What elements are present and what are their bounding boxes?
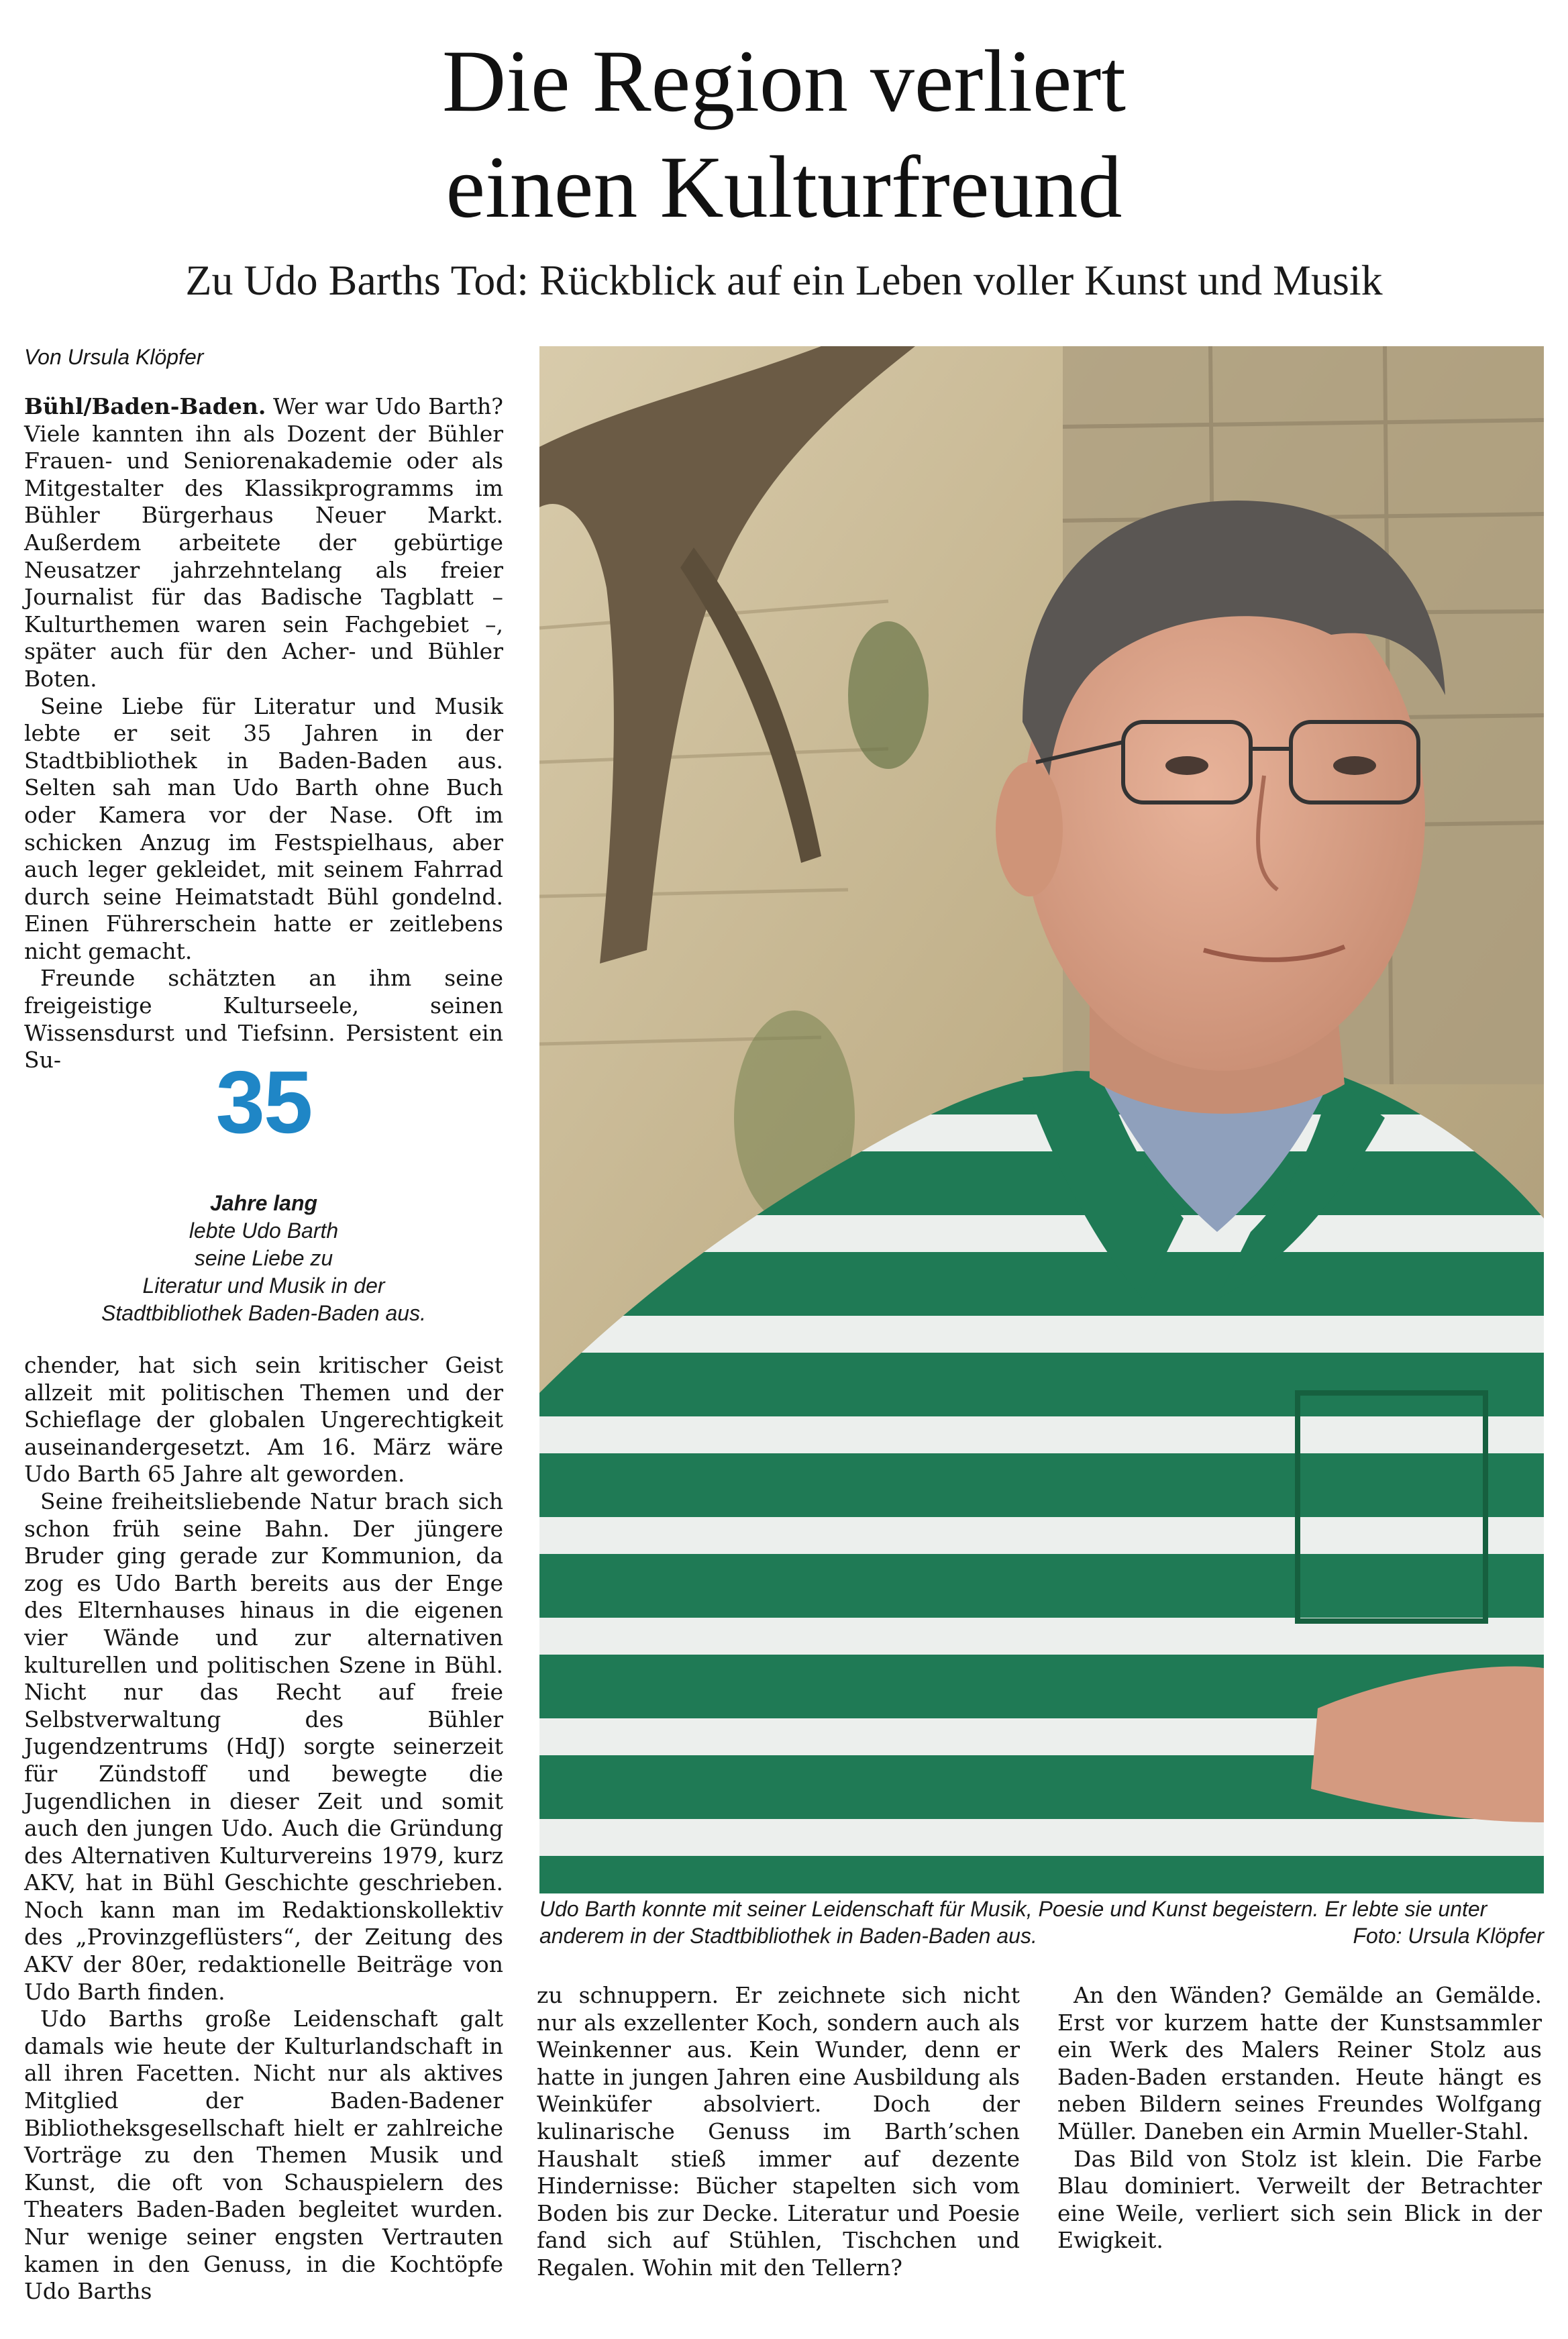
article-column-1-bottom: [24, 1352, 503, 2305]
headline-line-2: einen Kulturfreund: [446, 138, 1122, 236]
byline: Von Ursula Klöpfer: [24, 345, 204, 369]
fact-box: [24, 1050, 503, 1327]
fact-line: Literatur und Musik in der: [142, 1274, 385, 1298]
paragraph: Seine freiheitsliebende Natur brach sich schon früh seine Bahn. Der jüngere Bruder ging gerade zur Kommunion, da zog es Udo Barth bereits aus der Enge des Elternhauses hinaus in die eigenen vier Wände und zur alternativen kulturellen und politischen Szene in Bühl. Nicht nur das Recht auf freie Selbstverwaltung des Bühler Jugendzentrums (HdJ) sorgte seinerzeit für Zündstoff und bewegte die Jugendlichen in dieser Zeit und somit auch den jungen Udo. Auch die Gründung des Alternativen Kulturvereins 1979, kurz AKV, hat in Bühl Geschichte geschrieben. Noch kann man im Redaktionskollektiv des „Provinzgeflüsters“, der Zeitung des AKV der 80er, redaktionelle Beiträge von Udo Barth finden.: [24, 1488, 503, 2005]
fact-line: Jahre lang: [209, 1191, 318, 1215]
dateline: Bühl/Baden-Baden.: [24, 393, 266, 419]
paragraph: zu schnuppern. Er zeichnete sich nicht nur als exzellenter Koch, sondern auch als Weinkenner aus. Kein Wunder, denn er hatte in jungen Jahren eine Ausbildung als Weinküfer absolviert. Doch der kulinarische Genuss im Barth’schen Haushalt stieß immer auf dezente Hindernisse: Bücher stapelten sich vom Boden bis zur Decke. Literatur und Poesie fand sich auf Stühlen, Tischchen und Regalen. Wohin mit den Tellern?: [537, 1982, 1020, 2281]
paragraph: [24, 393, 503, 693]
paragraph: Udo Barths große Leidenschaft galt damals wie heute der Kulturlandschaft in all ihren Facetten. Nicht nur als aktives Mitglied der Baden-Badener Bibliotheksgesellschaft hielt er zahlreiche Vorträge zu den Themen Musik und Kunst, die oft von Schauspielern des Theaters Baden-Baden begleitet wurden. Nur wenige seiner engsten Vertrauten kamen in den Genuss, in die Kochtöpfe Udo Barths: [24, 2006, 503, 2305]
paragraph: chender, hat sich sein kritischer Geist allzeit mit politischen Themen und der Schieflage der globalen Ungerechtigkeit auseinandergesetzt. Am 16. März wäre Udo Barth 65 Jahre alt geworden.: [24, 1352, 503, 1488]
paragraph: Seine Liebe für Literatur und Musik lebte er seit 35 Jahren in der Stadtbibliothek in Baden-Baden aus. Selten sah man Udo Barth ohne Buch oder Kamera vor der Nase. Oft im schicken Anzug im Festspielhaus, aber auch leger gekleidet, mit seinem Fahrrad durch seine Heimatstadt Bühl gondelnd. Einen Führerschein hatte er zeitlebens nicht gemacht.: [24, 692, 503, 964]
photo-credit: Foto: Ursula Klöpfer: [1353, 1924, 1544, 1948]
headline: [0, 28, 1568, 240]
paragraph: Freunde schätzten an ihm seine freigeistige Kulturseele, seinen Wissensdurst und Tiefsinn. Persistent ein Su-: [24, 965, 503, 1074]
paragraph: An den Wänden? Gemälde an Gemälde. Erst vor kurzem hatte der Kunstsammler ein Werk des Malers Reiner Stolz aus Baden-Baden erstanden. Heute hängt es neben Bildern seines Freundes Wolfgang Müller. Daneben ein Armin Mueller-Stahl.: [1057, 1982, 1542, 2144]
headline-line-1: Die Region verliert: [441, 32, 1126, 130]
subheadline: Zu Udo Barths Tod: Rückblick auf ein Leben voller Kunst und Musik: [185, 256, 1383, 304]
portrait-photo: [539, 346, 1544, 1893]
photo-caption: [539, 1895, 1544, 1949]
portrait-illustration: [539, 346, 1544, 1893]
fact-line: lebte Udo Barth: [189, 1218, 339, 1243]
fact-number: 35: [215, 1053, 312, 1151]
article-column-2: [537, 1982, 1020, 2282]
caption-text: Udo Barth konnte mit seiner Leidenschaft für Musik, Poesie und Kunst begeistern. Er lebte sie unter anderem in der Stadtbibliothek in Baden-Baden aus.: [539, 1897, 1487, 1948]
paragraph: Das Bild von Stolz ist klein. Die Farbe Blau dominiert. Verweilt der Betrachter eine Weile, verliert sich sein Blick in der Ewigkeit.: [1057, 2145, 1542, 2254]
fact-line: seine Liebe zu: [194, 1246, 333, 1270]
fact-line: Stadtbibliothek Baden-Baden aus.: [101, 1301, 426, 1325]
article-column-1-top: [24, 393, 503, 1074]
article-column-3: [1057, 1982, 1542, 2254]
paragraph-text: Wer war Udo Barth? Viele kannten ihn als Dozent der Bühler Frauen- und Seniorenakademie oder als Mitgestalter des Klassikprogramms im Bühler Bürgerhaus Neuer Markt. Außerdem arbeitete der gebürtige Neusatzer jahrzehntelang als freier Journalist für das Badische Tagblatt – Kulturthemen waren sein Fachgebiet –, später auch für den Acher- und Bühler Boten.: [24, 393, 503, 692]
fact-text: [24, 1190, 503, 1327]
